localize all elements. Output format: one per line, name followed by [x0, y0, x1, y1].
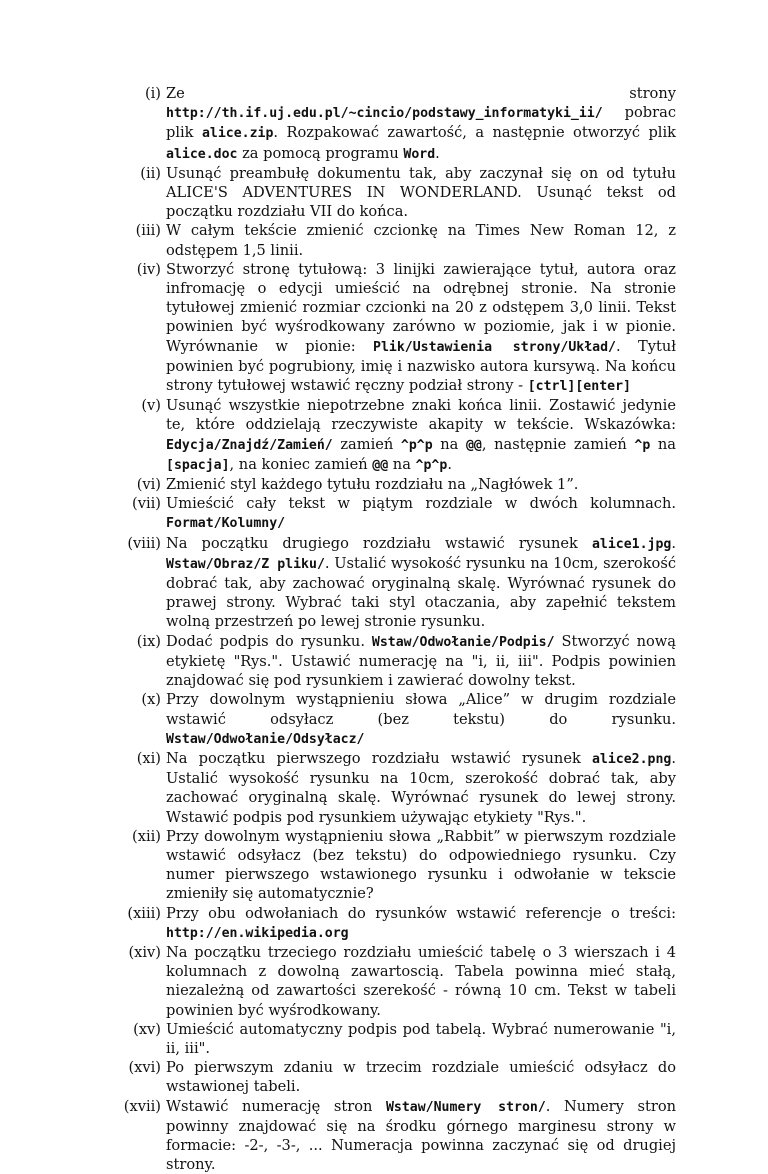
item-text: Stworzyć nową etykietę "Rys.". Ustawić numerację na "i, ii, iii". Podpis powinien znajdować się pod rysunkiem i zawierać dowolny tekst. [166, 632, 676, 690]
code-text: @@ [372, 457, 389, 473]
item-text: Usunąć wszystkie niepotrzebne znaki końca linii. Zostawić jedynie te, które oddzielają rzeczywiste akapity w tekście. Wskazówka: [166, 397, 676, 434]
list-item [116, 260, 676, 396]
item-text: Umieścić automatyczny podpis pod tabelą. Wybrać numerowanie "i, ii, iii". [166, 1020, 676, 1057]
list-item [116, 1058, 676, 1096]
item-text: W całym tekście zmienić czcionkę na Times New Roman 12, z odstępem 1,5 linii. [166, 222, 676, 259]
list-item [116, 904, 676, 943]
code-text: Word [403, 146, 436, 162]
code-text: alice2.png [591, 751, 672, 767]
item-text: , na koniec zamień [229, 455, 373, 473]
list-item [116, 749, 676, 827]
item-number: (ix) [136, 632, 161, 650]
list-item [116, 943, 676, 1020]
item-number: (xiv) [128, 943, 161, 961]
code-text: ^p^p [400, 437, 433, 453]
list-item [116, 164, 676, 222]
item-text: . [671, 534, 676, 552]
item-number: (xiii) [127, 904, 161, 922]
list-item [116, 494, 676, 533]
code-text: ^p^p [415, 457, 448, 473]
code-text: Plik/Ustawienia strony/Układ/ [373, 339, 616, 355]
item-text: Przy obu odwołaniach do rysunków wstawić referencje o treści: [166, 904, 676, 922]
list-item [116, 632, 676, 691]
item-number: (vii) [132, 495, 161, 513]
item-number: (xvi) [128, 1059, 161, 1077]
item-text: zamień [332, 435, 401, 453]
code-text: alice1.jpg [591, 536, 672, 552]
list-item [116, 475, 676, 494]
item-text: Dodać podpis do rysunku. [166, 632, 372, 650]
code-text: @@ [465, 437, 482, 453]
item-text: na [650, 435, 676, 453]
item-text: . [447, 455, 452, 473]
code-text: ^p [634, 437, 651, 453]
item-number: (iv) [136, 260, 161, 278]
code-text: Wstaw/Numery stron/ [385, 1099, 546, 1115]
item-text: . [435, 144, 440, 162]
code-text: [ctrl][enter] [527, 379, 631, 395]
item-text: na [432, 435, 466, 453]
list-item [116, 827, 676, 904]
code-text: [spacja] [166, 457, 230, 473]
exercise-list [116, 84, 676, 1174]
code-text: alice.doc [166, 146, 238, 162]
item-text: , następnie zamień [481, 435, 635, 453]
item-text: Ze strony [166, 85, 676, 102]
code-text: http://en.wikipedia.org [166, 925, 349, 941]
item-number: (xv) [133, 1020, 161, 1038]
code-text: Edycja/Znajdź/Zamień/ [166, 437, 333, 453]
list-item [116, 1097, 676, 1174]
item-text: . Rozpakować zawartość, a następnie otworzyć plik [273, 124, 676, 142]
item-text: Usunąć preambułę dokumentu tak, aby zaczynał się on od tytułu ALICE'S ADVENTURES IN WONDERLAND. Usunąć tekst od początku rozdziału VII do końca. [166, 164, 676, 221]
item-text: . Ustalić wysokość rysunku na 10cm, szerokość dobrać tak, aby zachować oryginalną skalę. Wyrównać rysunek do lewej strony. Wstawić podpis pod rysunkiem używając etykiety "Rys.". [166, 749, 676, 826]
item-text: na [388, 455, 416, 473]
item-number: (v) [141, 397, 161, 415]
item-number: (xvii) [123, 1097, 161, 1115]
item-text: Umieścić cały tekst w piątym rozdziale w dwóch kolumnach. [166, 495, 676, 513]
list-item [116, 534, 676, 632]
item-text: pobrac plik [166, 104, 676, 142]
code-text: alice.zip [201, 126, 274, 142]
item-text: Przy dowolnym wystąpnieniu słowa „Rabbit” w pierwszym rozdziale wstawić odsyłacz (bez tekstu) do odpowiedniego rysunku. Czy numer pierwszego wstawionego rysunku i odwołanie w tekscie zmieniły się automatycznie? [166, 827, 676, 903]
code-text: http://th.if.uj.edu.pl/~cincio/podstawy_informatyki_ii/ [166, 106, 603, 122]
item-number: (i) [144, 85, 161, 102]
item-number: (iii) [135, 222, 161, 240]
list-item [116, 84, 676, 164]
item-text: . Tytuł powinien być pogrubiony, imię i nazwisko autora kursywą. Na końcu strony tytułowej wstawić ręczny podział strony - [166, 337, 676, 395]
item-text: Po pierwszym zdaniu w trzecim rozdziale umieścić odsyłacz do wstawionej tabeli. [166, 1059, 676, 1096]
item-text: za pomocą programu [237, 144, 404, 162]
item-number: (xii) [132, 827, 161, 845]
item-text: Zmienić styl każdego tytułu rozdziału na „Nagłówek 1”. [166, 476, 579, 494]
code-text: Format/Kolumny/ [166, 516, 286, 532]
item-number: (viii) [127, 534, 161, 552]
item-text: Na początku trzeciego rozdziału umieścić tabelę o 3 wierszach i 4 kolumnach z dowolną zawartoscią. Tabela powinna mieć stałą, niezależną od zawartości szerekość - równą 10 cm. Tekst w tabeli powinien być wyśrodkowany. [166, 943, 676, 1019]
item-text: Wstawić numerację stron [166, 1097, 386, 1115]
code-text: Wstaw/Obraz/Z pliku/ [166, 556, 325, 572]
item-text: Stworzyć stronę tytułową: 3 linijki zawierające tytuł, autora oraz infromację o edycji umieścić na odrębnej stronie. Na stronie tytułowej zmienić rozmiar czcionki na 20 z odstępem 3,0 linii. Tekst powinien być wyśrodkowany zarówno w poziomie, jak i w pionie. Wyrównanie w pionie: [166, 260, 676, 355]
code-text: Wstaw/Odwołanie/Odsyłacz/ [166, 731, 365, 747]
list-item [116, 690, 676, 749]
item-number: (xi) [136, 749, 161, 767]
list-item [116, 1020, 676, 1058]
item-text: . Numery stron powinny znajdować się na środku górnego marginesu strony w formacie: -2-, -3-, ... Numeracja powinna zaczynać się od drugiej strony. [166, 1097, 677, 1174]
item-text: . Ustalić wysokość rysunku na 10cm, szerokość dobrać tak, aby zachować oryginalną skalę. Wyrównać rysunek do prawej strony. Wybrać taki styl otaczania, aby zapełnić tekstem wolną przestrzeń po lewej stronie rysunku. [166, 554, 677, 631]
item-text: Na początku pierwszego rozdziału wstawić rysunek [166, 749, 592, 767]
item-text: Przy dowolnym wystąpnieniu słowa „Alice” w drugim rozdziale wstawić odsyłacz (bez tekstu) do rysunku. [166, 691, 676, 728]
list-item [116, 396, 676, 475]
list-item [116, 221, 676, 259]
item-number: (ii) [140, 164, 161, 182]
item-number: (vi) [136, 476, 161, 494]
item-text: Na początku drugiego rozdziału wstawić rysunek [166, 534, 592, 552]
item-number: (x) [141, 691, 161, 709]
code-text: Wstaw/Odwołanie/Podpis/ [371, 634, 555, 650]
